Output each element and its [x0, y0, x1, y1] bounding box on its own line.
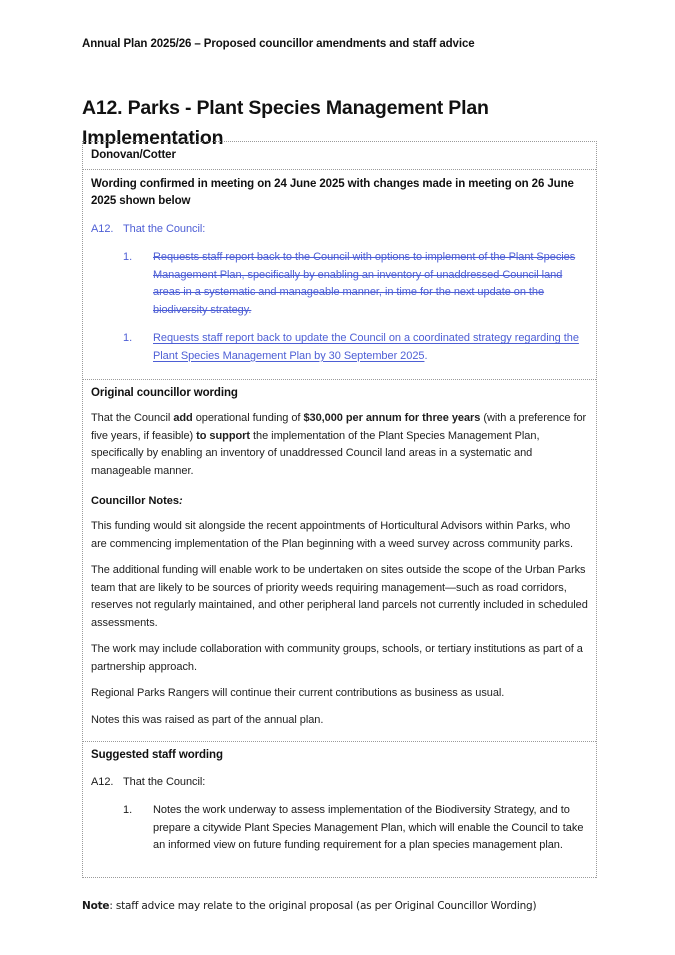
confirmed-lead-text: That the Council: — [123, 223, 206, 235]
list-item-number: 1. — [123, 332, 133, 344]
original-proposal-paragraph — [91, 410, 588, 480]
councillor-note-paragraph: Notes this was raised as part of the annual plan. — [91, 713, 324, 726]
table-row-movers — [83, 142, 596, 170]
footer-note — [82, 900, 602, 912]
proposal-bold-support: to support — [196, 429, 251, 442]
list-item-number: 1. — [123, 251, 133, 263]
proposal-text-3: (with a preference for five years, if feasible) — [91, 412, 587, 442]
list-item-text: Notes the work underway to assess implementation of the Biodiversity Strategy, and to prepare a citywide Plant Species Management Plan, which will enable the Council to take an informed view on future funding requirement for a plan species management plan. — [153, 804, 584, 851]
footer-note-label: Note — [82, 900, 110, 912]
page-title: A12. Parks - Plant Species Management Plan Implementation — [82, 97, 489, 150]
proposal-text-2: operational funding of — [192, 412, 304, 424]
staff-wording-heading: Suggested staff wording — [91, 749, 223, 761]
footer-note-text: : staff advice may relate to the original proposal (as per Original Councillor Wording) — [109, 900, 537, 912]
confirmed-lead-label: A12. — [91, 223, 114, 235]
staff-lead-text: That the Council: — [123, 776, 206, 788]
list-item-text-trailing: . — [424, 349, 428, 362]
list-item — [91, 249, 588, 319]
councillor-notes-label-colon: : — [179, 495, 183, 507]
list-item-text-underlined: Requests staff report back to update the Council on a coordinated strategy regarding the Plant Species Management Plan by 30 September 2025 — [153, 332, 579, 362]
staff-lead-line — [91, 774, 588, 791]
councillor-note-paragraph: The work may include collaboration with community groups, schools, or tertiary institutions as part of a partnership approach. — [91, 643, 583, 673]
document-header: Annual Plan 2025/26 – Proposed councillor amendments and staff advice — [82, 38, 475, 50]
table-row-staff-wording — [83, 742, 596, 878]
proposal-bold-amount: $30,000 per annum for three years — [303, 412, 481, 424]
councillor-note-paragraph: This funding would sit alongside the recent appointments of Horticultural Advisors within Parks, who are commencing implementation of the Plan beginning with a weed survey across community parks. — [91, 520, 573, 550]
councillor-notes-label-text: Councillor Notes — [91, 495, 180, 507]
councillor-notes-label — [91, 493, 588, 509]
list-item — [91, 802, 588, 855]
table-row-original-wording — [83, 380, 596, 742]
staff-lead-label: A12. — [91, 776, 114, 788]
proposal-text-1: That the Council — [91, 412, 174, 424]
confirmed-wording-heading: Wording confirmed in meeting on 24 June 2025 with changes made in meeting on 26 June 2025 shown below — [91, 178, 574, 207]
councillor-note-paragraph: Regional Parks Rangers will continue their current contributions as business as usual. — [91, 687, 505, 699]
councillor-note-paragraph: The additional funding will enable work to be undertaken on sites outside the scope of the Urban Parks team that are likely to be sources of priority weeds requiring management—such as road corridors, reserves not regularly maintained, and other peripheral land parcels not currently included in scheduled assessments. — [91, 564, 588, 629]
list-item — [91, 330, 588, 365]
amendment-table — [82, 141, 597, 878]
original-wording-heading: Original councillor wording — [91, 387, 238, 399]
proposal-bold-add: add — [173, 412, 193, 424]
confirmed-lead-line — [91, 221, 588, 238]
movers-names: Donovan/Cotter — [91, 149, 176, 161]
list-item-number: 1. — [123, 804, 133, 816]
list-item-text-struck: Requests staff report back to the Council with options to implement of the Plant Species Management Plan, specifically by enabling an inventory of unaddressed Council land areas in a systematic and manageable manner, in time for the next update on the biodiversity strategy. — [153, 251, 576, 316]
table-row-confirmed-wording — [83, 170, 596, 380]
proposal-text-4: the implementation of the Plant Species Management Plan, specifically by enabling an inventory of unaddressed Council land areas in a systematic and manageable manner. — [91, 429, 540, 477]
